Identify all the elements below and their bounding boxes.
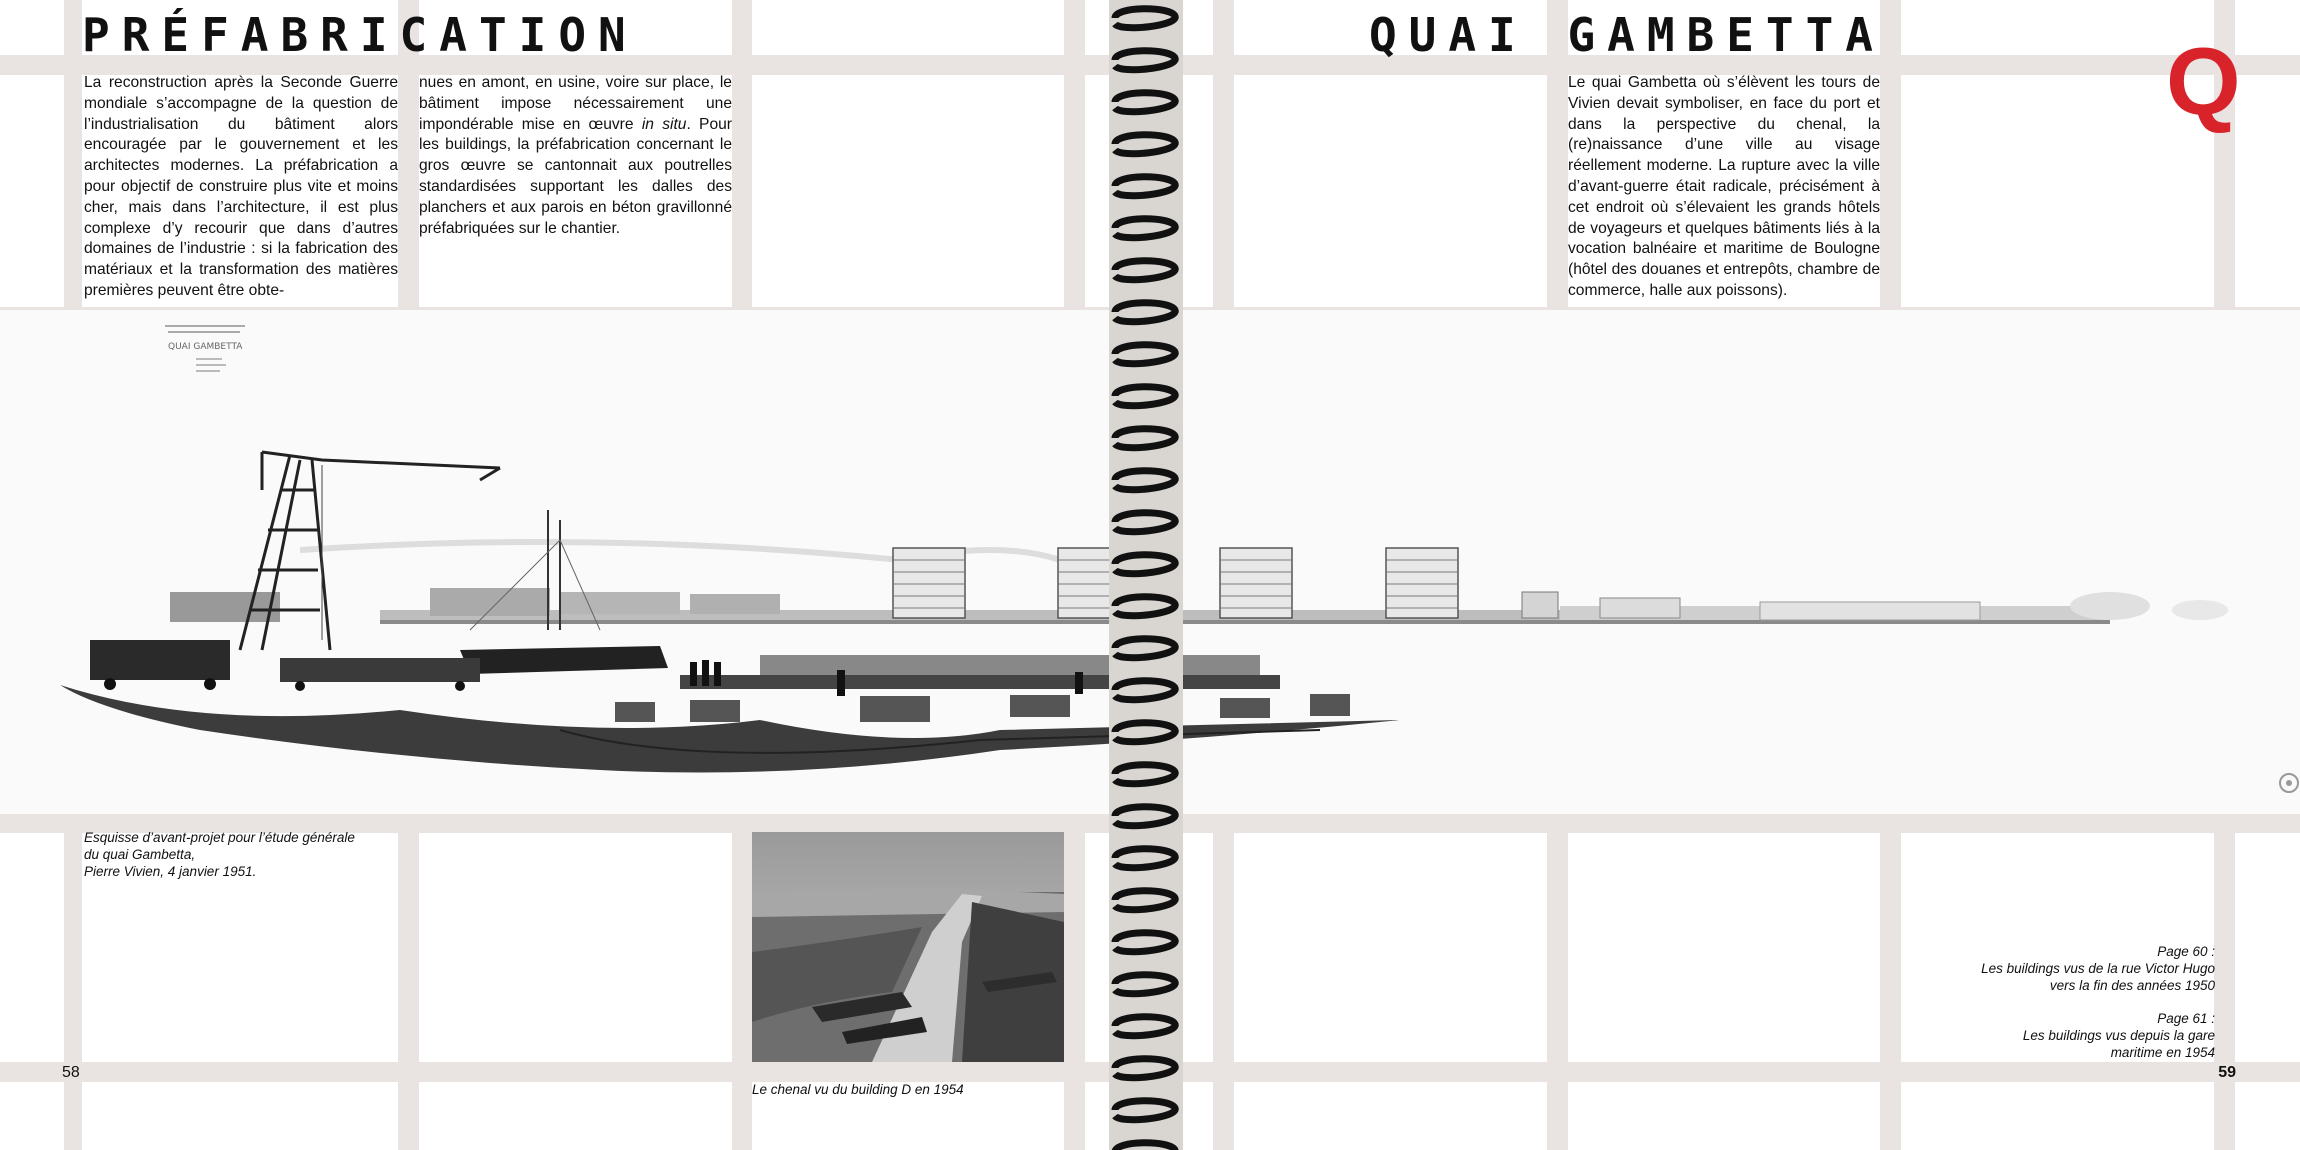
- left-page-title: PRÉFABRICATION: [82, 8, 638, 62]
- left-text-column-2: [419, 73, 732, 239]
- text-part: nues en amont, en usine, voire sur place, le bâtiment impose nécessairement une impondérable mise en œuvre: [419, 74, 732, 133]
- photo-caption: Le chenal vu du building D en 1954: [752, 1082, 964, 1097]
- section-letter: Q: [2166, 28, 2241, 135]
- caption-line: Esquisse d’avant-projet pour l’étude générale: [84, 830, 355, 845]
- right-text-column: Le quai Gambetta où s’élèvent les tours de Vivien devait symboliser, en face du port et dans la perspective du chenal, la (re)naissance d’une ville au visage réellement moderne. La rupture avec la ville d’avant-guerre était radicale, précisément à cet endroit où s’élevaient les grands hôtels de voyageurs et quelques bâtiments liés à la vocation balnéaire et maritime de Boulogne (hôtel des douanes et entrepôts, chambre de commerce, halle aux poissons).: [1568, 74, 1880, 299]
- page-reference-line: vers la fin des années 1950: [2049, 978, 2215, 993]
- page-number-right: 59: [2218, 1064, 2236, 1081]
- channel-photo: [752, 832, 1064, 1062]
- page-reference: [1855, 1010, 2215, 1061]
- page-reference-line: maritime en 1954: [2110, 1045, 2215, 1060]
- caption-line: du quai Gambetta,: [84, 847, 196, 862]
- right-page-title: QUAI GAMBETTA: [1368, 8, 1885, 62]
- publisher-mark-icon: [2278, 772, 2300, 794]
- drawing-stamp-label: QUAI GAMBETTA: [168, 342, 243, 352]
- page-number-left: 58: [62, 1064, 80, 1081]
- drawing-caption: [84, 829, 414, 880]
- text-emphasis: in situ: [641, 115, 687, 133]
- page-reference-label: Page 60 :: [2157, 944, 2215, 959]
- page-reference-line: Les buildings vus depuis la gare: [2022, 1028, 2215, 1043]
- page-reference-line: Les buildings vus de la rue Victor Hugo: [1981, 961, 2215, 976]
- page-reference: [1855, 943, 2215, 994]
- caption-line: Pierre Vivien, 4 janvier 1951.: [84, 864, 257, 879]
- left-text-column-1: La reconstruction après la Seconde Guerre mondiale s’accompagne de la question de l’industrialisation du bâtiment alors encouragée par le gouvernement et les architectes modernes. La préfabrication a pour objectif de construire plus vite et moins cher, mais dans l’architecture, il est plus complexe d’y recourir que dans d’autres domaines de l’industrie : si la fabrication des matériaux et la transformation des matières premières peuvent être obte-: [84, 74, 398, 299]
- page-references: [1855, 943, 2215, 1077]
- text-part: . Pour les buildings, la préfabrication concernant le gros œuvre se cantonnait aux poutrelles standardisées supportant les dalles des planchers et aux parois en béton gravillonné préfabriquées sur le chantier.: [419, 115, 732, 237]
- spiral-binding: [1101, 0, 1191, 1150]
- page-reference-label: Page 61 :: [2157, 1011, 2215, 1026]
